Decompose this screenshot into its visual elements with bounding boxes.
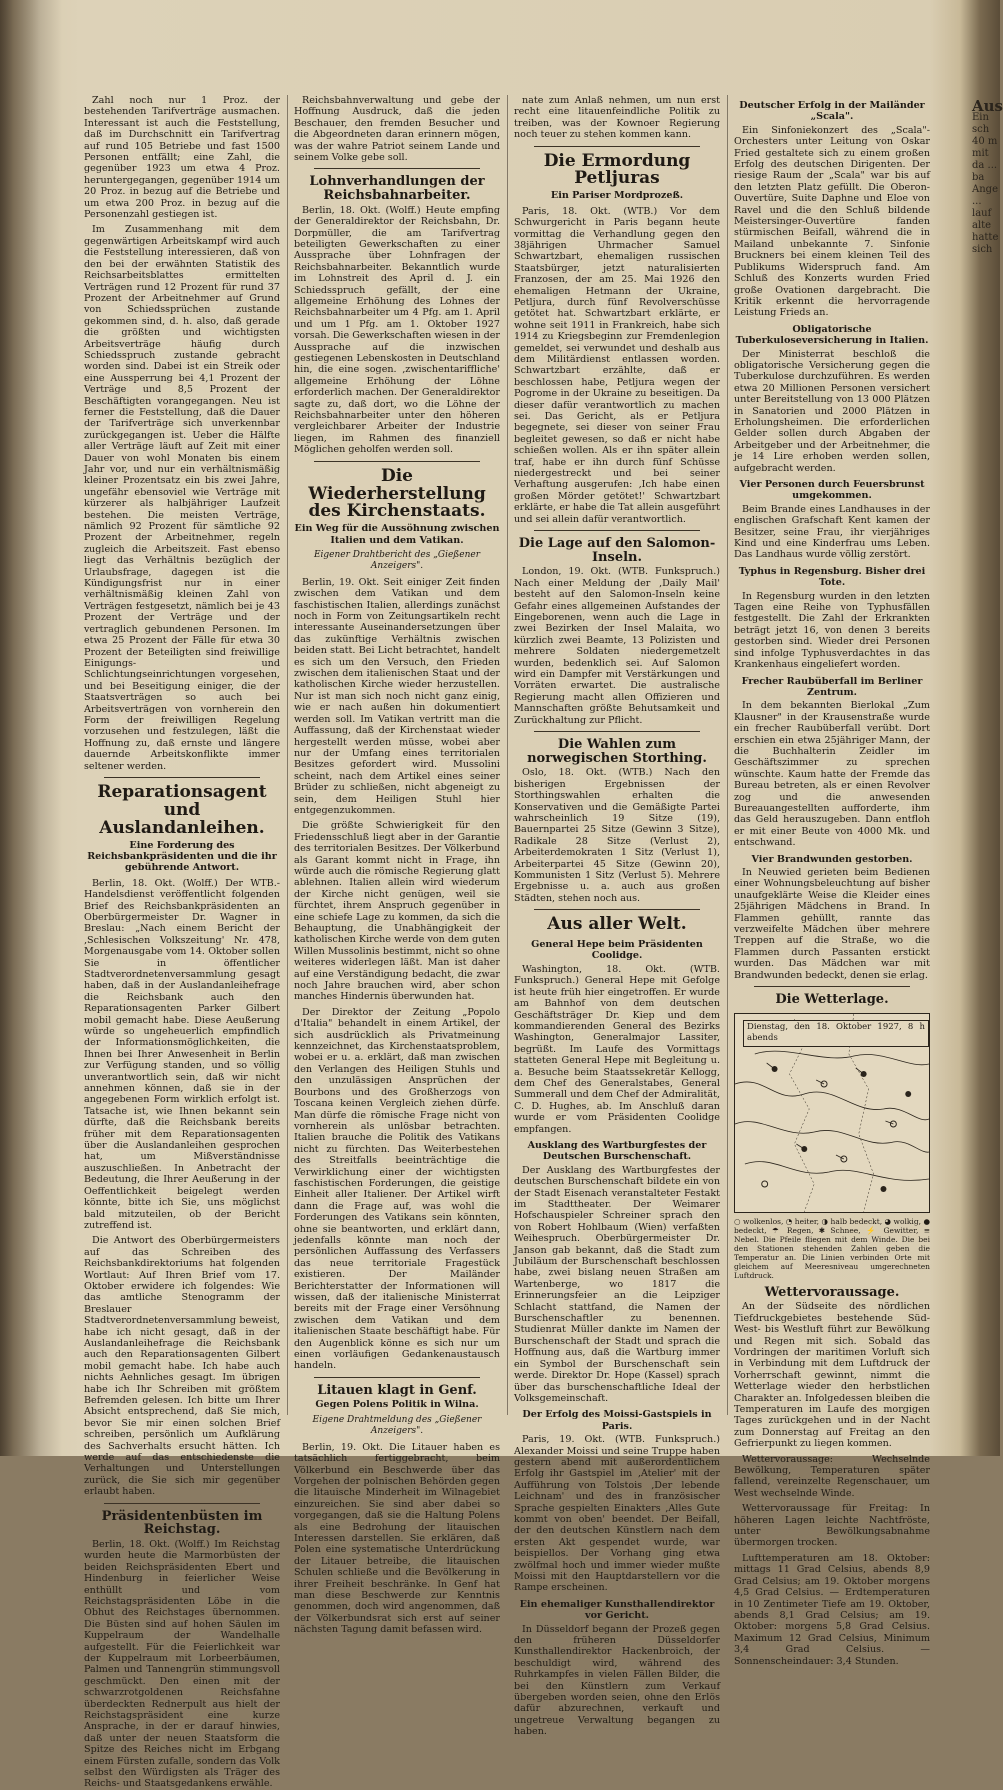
divider bbox=[314, 461, 480, 462]
weather-map bbox=[734, 1013, 930, 1213]
article-text: Berlin, 19. Okt. Seit einiger Zeit finden zwischen dem Vatikan und dem faschistischen Italien, allerdings zunächst noch in Form von Zeitungsartikeln recht interessante Auseinandersetzungen über das zukünftige Verhältnis zwischen beiden statt. Bei Licht betrachtet, handelt es sich um den Versuch, den Frieden zwischen dem italienischen Staat und der katholischen Kirche wieder herzustellen. Nur ist man sich noch nicht ganz einig, wie er nach außen hin dokumentiert werden soll. Im Vatikan vertritt man die Auffassung, daß der Kirchenstaat wieder hergestellt werden müsse, wobei aber nur der Umfang eines territorialen Besitzes gefordert wird. Mussolini scheint, nach dem Artikel eines seiner Brüder zu schließen, nicht abgeneigt zu sein, dem Heiligen Stuhl hier entgegenzukommen. bbox=[294, 576, 500, 816]
subheadline: Ausklang des Wartburgfestes der Deutschen Burschenschaft. bbox=[527, 1139, 707, 1163]
article-text: Reichsbahnverwaltung und gebe der Hoffnung Ausdruck, daß die jeden Beschauer, den fremden Besucher und die Abgeordneten daran erinnern mögen, was der wahre Patriot seinem Lande und seinem Volke gebe soll. bbox=[294, 95, 500, 164]
column-rule bbox=[727, 95, 728, 1415]
article-text: Paris, 18. Okt. (WTB.) Vor dem Schwurgericht in Paris begann heute vormittag die Verhandlung gegen den 38jährigen Uhrmacher Samuel Schwartzbart, ehemaligen russischen Staatsbürger, jetzt naturalisierten Franzosen, der am 25. Mai 1926 den ehemaligen Hetmann der Ukraine, Petljura, durch fünf Revolverschüsse getötet hat. Schwartzbart erklärte, er wohne seit 1911 in Frankreich, habe sich 1914 zu Kriegsbeginn zur Fremdenlegion gemeldet, sei verwundet und deshalb aus dem Militärdienst entlassen worden. Schwartzbart erzählte, daß er beschlossen habe, Petljura wegen der Pogrome in der Ukraine zu beseitigen. Da dieser dafür verantwortlich zu machen sei. Das Gericht, als er Petljura begegnete, sei dieser von seiner Frau begleitet gewesen, so daß er nicht habe schießen wollen. Als er ihn später allein traf, habe er ihn durch fünf Schüsse niedergestreckt und bei seiner Verhaftung ausgerufen: ‚Ich habe einen großen Mörder getötet!' Schwartzbart erklärte, er habe die Tat allein ausgeführt und sei allein dafür verantwortlich. bbox=[514, 205, 720, 525]
headline-wetterlage: Die Wetterlage. bbox=[775, 992, 889, 1008]
column-rule bbox=[287, 95, 288, 1415]
headline-lohnverhandlungen: Lohnverhandlungen der Reichsbahnarbeiter. bbox=[309, 174, 485, 204]
column-rule bbox=[507, 95, 508, 1415]
subheadline: Gegen Polens Politik in Wilna. bbox=[315, 1399, 479, 1411]
article-text: London, 19. Okt. (WTB. Funkspruch.) Nach einer Meldung der ‚Daily Mail' besteht auf den Salomon-Inseln keine Gefahr eines allgemeinen Aufstandes der Eingeborenen, wenn auch die Lage in zwei Bezirken der Insel Malaita, wo kürzlich zwei Beamte, 13 Polizisten und mehrere Soldaten niedergemetzelt wurden, bedenklich sei. Auf Salomon wird ein Dampfer mit Verstärkungen und Vorräten erwartet. Die australische Regierung macht allen Offizieren und Mannschaften größte Behutsamkeit und Zurückhaltung zur Pflicht. bbox=[514, 566, 720, 726]
article-text: Lufttemperaturen am 18. Oktober: mittags 11 Grad Celsius, abends 8,9 Grad Celsius; am 19. Oktober morgens 4,5 Grad Celsius. — Erdtemperaturen in 10 Zentimeter Tiefe am 19. Oktober, abends 8,1 Grad Celsius; am 19. Oktober: morgens 5,8 Grad Celsius. Maximum 12 Grad Celsius, Minimum 3,4 Grad Celsius. — Sonnenscheindauer: 3,4 Stunden. bbox=[734, 1552, 930, 1667]
byline: Eigene Drahtmeldung des „Gießener Anzeigers". bbox=[312, 1414, 482, 1437]
article-text: nate zum Anlaß nehmen, um nun erst recht eine litauenfeindliche Politik zu treiben, was der Kownoer Regierung noch teuer zu stehen kommen kann. bbox=[514, 95, 720, 141]
divider bbox=[314, 168, 480, 169]
column-1 bbox=[84, 95, 280, 1790]
article-text: In Regensburg wurden in den letzten Tagen eine Reihe von Typhusfällen festgestellt. Die Zahl der Erkrankten beträgt jetzt 16, von denen 3 bereits gestorben sind. Wieder drei Personen sind infolge Typhusverdachtes in das Krankenhaus eingeliefert worden. bbox=[734, 590, 930, 671]
article-text: Oslo, 18. Okt. (WTB.) Nach den bisherigen Ergebnissen der Storthingswahlen erhalten die Konservativen und die Gemäßigte Partei wahrscheinlich 19 Sitze (19), Bauernpartei 25 Sitze (Gewinn 3 Sitze), Radikale 28 Sitze (Verlust 2), Arbeiterdemokraten 1 Sitz (Verlust 1), Arbeiterpartei 45 Sitze (Gewinn 20), Kommunisten 1 Sitz (Verlust 5). Mehrere Ergebnisse u. a. auch aus großen Städten, stehen noch aus. bbox=[514, 767, 720, 904]
subheadline: Deutscher Erfolg in der Mailänder „Scala". bbox=[739, 100, 925, 123]
divider bbox=[314, 1377, 480, 1378]
subheadline: Eine Forderung des Reichsbankpräsidenten und die ihr gebührende Antwort. bbox=[87, 839, 277, 874]
divider bbox=[534, 530, 700, 531]
article-text: Ein Sinfoniekonzert des „Scala"-Orchesters unter Leitung von Oskar Fried gestaltete sich zu einem großen Erfolg des deutschen Dirigenten. Der riesige Raum der „Scala" war bis auf den letzten Platz gefüllt. Die Oberon-Ouvertüre, Suite Daphne und Eloe von Ravel und die den Schluß bildende Meistersinger-Ouvertüre fanden stürmischen Beifall, während die in Mailand unbekannte 7. Sinfonie Bruckners bei einem kleinen Teil des Publikums Widerspruch fand. Am Schluß des Konzerts wurden Fried große Ovationen dargebracht. Die Kritik erkennt die hervorragende Leistung Frieds an. bbox=[734, 124, 930, 319]
column-3 bbox=[514, 95, 720, 1738]
binding-shadow bbox=[0, 0, 62, 1456]
headline-petljura: Die Ermordung Petljuras bbox=[543, 150, 691, 189]
article-text: In dem bekannten Bierlokal „Zum Klausner" in der Krausenstraße wurde ein frecher Raubüberfall verübt. Dort erschien ein etwa 25jähriger Mann, der die Buchhalterin Zeidler im Geschäftszimmer zu sprechen wünschte. Kaum hatte der Fremde das Bureau betreten, als er einen Revolver zog und die anwesenden Bureauangestellten aufforderte, ihm das Geld herauszugeben. Dann entfloh er mit einer Beute von 4000 Mk. und entschwand. bbox=[734, 700, 930, 849]
article-text: Im Zusammenhang mit dem gegenwärtigen Arbeitskampf wird auch die Feststellung interessieren, daß von den bei der erwähnten Statistik des Reichsarbeitsblattes ermittelten Verträgen rund 12 Prozent für rund 37 Prozent der Arbeitnehmer auf Grund von Schiedssprüchen zustande gekommen sind, d. h. also, daß gerade die größten und wichtigsten Arbeitsverträge häufig durch Schiedsspruch zustande gebracht worden sind. Dabei ist ein Streik oder eine Aussperrung bei 4,1 Prozent der Verträge und 8,5 Prozent der Beschäftigten vorangegangen. Neu ist ferner die Feststellung, daß die Dauer der Tarifverträge sich unverkennbar zurückgegangen ist. Ueber die Hälfte aller Verträge läuft auf Zeit mit einer Dauer von wohl Monaten bis einem Jahr vor, und nur ein verhältnismäßig kleiner Prozentsatz ein bis zwei Jahre, ungefähr ebensoviel wie Verträge mit kürzerer als halbjähriger Laufzeit bestehen. Die meisten Verträge, nämlich 92 Prozent für sämtliche 92 Prozent der Arbeitnehmer, regeln zugleich die Arbeitszeit. Fast ebenso liegt das Verhältnis bezüglich der Urlaubsfrage, dagegen ist die Kündigungsfrist nur in einer verhältnismäßig kleinen Zahl von Verträgen festgesetzt, nämlich bei je 43 Prozent der Verträge und der vertraglich gebundenen Personen. Im etwa 25 Prozent der Fälle für etwa 30 Prozent der Beteiligten sind freiwillige Einigungs- und Schlichtungseinrichtungen vorgesehen, und bei Beseitigung einiger, die der Staatsverträgen so auch bei Arbeitsverträgen von vornherein den Form der freiwilligen Regelung vorzusehen und festzulegen, läßt die Hoffnung zu, daß ernste und längere dauernde Arbeitskonflikte immer seltener werden. bbox=[84, 224, 280, 772]
article-text: Berlin, 18. Okt. (Wolff.) Im Reichstag wurden heute die Marmorbüsten der beiden Reichspräsidenten Ebert und Hindenburg in feierlicher Weise enthüllt und vom Reichstagspräsidenten Löbe in die Obhut des Reichstages übernommen. Die Büsten sind auf hohen Säulen im Kuppelraum der Wandelhalle aufgestellt. Für die Feierlichkeit war der Kuppelraum mit Lorbeerbäumen, Palmen und Tannengrün stimmungsvoll geschmückt. Den einen mit der schwarzrotgoldenen Reichsfahne überdeckten Rednerpult aus hielt der Reichstagspräsident eine kurze Ansprache, in der er darauf hinwies, daß unter der neuen Staatsform die Spitze des Reiches nicht im Erbgang einem Fürsten zufalle, sondern das Volk selbst den Würdigsten als Träger des Reichs- und Staatsgedankens erwähle. bbox=[84, 1538, 280, 1790]
subheadline: Vier Personen durch Feuersbrunst umgekommen. bbox=[739, 479, 925, 502]
headline-salomon: Die Lage auf den Salomon-Inseln. bbox=[518, 536, 716, 565]
subheadline: Frecher Raubüberfall im Berliner Zentrum. bbox=[741, 675, 923, 698]
byline: Eigener Drahtbericht des „Gießener Anzeigers". bbox=[313, 550, 481, 572]
headline-kirchenstaat: Die Wiederherstellung des Kirchenstaats. bbox=[308, 465, 486, 522]
weather-map-legend: ○ wolkenlos, ◔ heiter, ◑ halb bedeckt, ◕ wolkig, ● bedeckt, ☂ Regen, ✱ Schnee, ⚡ Gewitter, ≡ Nebel. Die Pfeile fliegen mit dem Winde. Die bei den Stationen stehenden Zahlen geben die Temperatur an. Die Linien verbinden Orte mit gleichem auf Meeresniveau umgerechneten Luftdruck. bbox=[734, 1216, 930, 1280]
article-text: Zahl noch nur 1 Proz. der bestehenden Tarifverträge ausmachen. Interessant ist auch die Feststellung, daß im Durchschnitt ein Tarifvertrag auf rund 105 Betriebe und fast 1500 Personen entfällt; eine Zahl, die gegenüber 1923 um etwa 4 Proz. heruntergegangen, gegenüber 1914 um 20 Proz. in bezug auf die Betriebe und um etwa 200 Proz. in bezug auf die Personenzahl gestiegen ist. bbox=[84, 95, 280, 221]
subheadline: Ein Weg für die Aussöhnung zwischen Italien und dem Vatikan. bbox=[294, 523, 500, 546]
facing-page-text: Ein sch 40 m mit da ... ba Ange ... lauf alte hatte sich bbox=[972, 112, 999, 255]
divider bbox=[754, 986, 910, 987]
article-text: Paris, 19. Okt. (WTB. Funkspruch.) Alexander Moissi und seine Truppe haben gestern abend mit außerordentlichem Erfolg ihr Gastspiel im ‚Atelier' mit der Aufführung von Tolstois ‚Der lebende Leichnam' und des in französischer Sprache gespielten Einakters ‚Alles Gute kommt von oben' beendet. Der Beifall, der den deutschen Künstlern nach dem ersten Akt gespendet wurde, war beispiellos. Der Vorhang ging etwa zwölfmal hoch und immer wieder mußte Moissi mit den Hauptdarstellern vor die Rampe erscheinen. bbox=[514, 1434, 720, 1594]
headline-wettervoraussage: Wettervoraussage. bbox=[764, 1284, 900, 1300]
subheadline: Vier Brandwunden gestorben. bbox=[751, 853, 913, 865]
article-text: Die Antwort des Oberbürgermeisters auf das Schreiben des Reichsbankdirektoriums hat folgenden Wortlaut: Auf Ihren Brief vom 17. Oktober erwidere ich folgendes: Wie das amtliche Stenogramm der Breslauer Stadtverordnetenversammlung beweist, habe ich nicht gesagt, daß in der Auslandanleihefrage die Reichsbank auch den Reparationsagenten Gilbert mobil gemacht habe. Ich habe auch nichts Aehnliches gesagt. Im übrigen habe ich Ihr Schreiben mit größtem Befremden gelesen. Ich bitte um Ihrer Absicht entsprechend, daß Sie mich, bevor Sie mir einen solchen Brief schreiben, persönlich um Aufklärung des Sachverhalts ersucht hätten. Ich werde auf das entschiedenste die Verhaltungen und Unterstellungen zurück, die Sie sich mir gegenüber erlaubt haben. bbox=[84, 1235, 280, 1498]
headline-litauen: Litauen klagt in Genf. bbox=[317, 1382, 477, 1398]
facing-page-heading: Aus bbox=[972, 97, 1003, 115]
headline-wahlen: Die Wahlen zum norwegischen Storthing. bbox=[527, 737, 707, 766]
divider bbox=[104, 1503, 260, 1504]
column-4 bbox=[734, 95, 930, 1667]
facing-page-edge bbox=[972, 97, 1003, 1400]
headline-praesidentenbuesten: Präsidentenbüsten im Reichstag. bbox=[101, 1508, 263, 1538]
article-text: Washington, 18. Okt. (WTB. Funkspruch.) General Hepe mit Gefolge ist heute früh hier eingetroffen. Er wurde am Bahnhof von dem deutschen Geschäftsträger Dr. Kiep und dem kommandierenden General des Bezirks Washington, Generalmajor Lassiter, begrüßt. Im Laufe des Vormittags statteten General Hepe mit Begleitung u. a. Besuche beim Staatssekretär Kellogg, dem Chef des Generalstabes, General Summerall und dem Chef der Admiralität, C. D. Hughes, ab. Im Anschluß daran wurde er vom Präsidenten Coolidge empfangen. bbox=[514, 963, 720, 1135]
article-text: Berlin, 18. Okt. (Wolff.) Heute empfing der Generaldirektor der Reichsbahn, Dr. Dorpmüller, die am Tarifvertrag beteiligten Gewerkschaften zu einer Aussprache über Lohnfragen der Reichsbahnarbeiter. Bekanntlich wurde im Lohnstreit des April d. J. ein Schiedsspruch gefällt, der eine allgemeine Erhöhung des Lohnes der Reichsbahnarbeiter um 4 Pfg. am 1. April und um 1 Pfg. am 1. Oktober 1927 vorsah. Die Gewerkschaften wiesen in der Aussprache auf die inzwischen gestiegenen Lebenskosten in Deutschland hin, die eine sogen. ‚zwischentariffliche' allgemeine Erhöhung der Löhne erforderlich machen. Der Generaldirektor sagte zu, daß dort, wo die Löhne der Reichsbahnarbeiter unter den höheren vergleichbarer Arbeiter der Industrie liegen, im Rahmen des finanziell Möglichen geholfen werden soll. bbox=[294, 204, 500, 456]
article-text: Die größte Schwierigkeit für den Friedensschluß liegt aber in der Garantie des territorialen Besitzes. Der Völkerbund als Garant kommt nicht in Frage, ihn würde auch die römische Regierung glatt ablehnen. Italien allein wird wiederum der Kirche nicht genügen, weil sie fürchtet, ihrem Anspruch gegenüber in eine schiefe Lage zu kommen, da sich die Behauptung, die Unabhängigkeit der katholischen Kirche werde von dem guten Willen Mussolinis bestimmt, nicht so ohne weiteres widerlegen läßt. Man ist daher auf eine Verständigung bedacht, die zwar noch Jahre brauchen wird, aber schon manches Hindernis überwunden hat. bbox=[294, 820, 500, 1003]
divider bbox=[534, 146, 700, 147]
article-text: Der Direktor der Zeitung „Popolo d'Italia" behandelt in einem Artikel, der sich ausdrücklich als Privatmeinung kennzeichnet, das Kirchenstaatsproblem, wobei er u. a. erklärt, daß man zwischen den Verlangen des Heiligen Stuhls und den unzulässigen Ansprüchen der Bourbons und des Großherzogs von Toscana keinen Vergleich ziehen dürfe. Man dürfe die römische Frage nicht von vornherein als unlösbar betrachten. Italien brauche die Politik des Vatikans nicht zu fürchten. Das Weiterbestehen des Streitfalls beeinträchtige die Verwirklichung einer der wichtigsten faschistischen Forderungen, die geistige Einheit aller Italiener. Der Artikel wirft dann die Frage auf, was wohl die Forderungen des Vatikans sein könnten, ohne sie beantworten, und erklärt dann, jedenfalls könnte man noch der persönlichen Auffassung des Verfassers das neue territoriale Fragestück existieren. Der Mailänder Berichterstatter der Informationen will wissen, daß der italienische Ministerrat bereits mit der Frage einer Versöhnung zwischen dem Vatikan und dem italienischen Staate beschäftigt habe. Für den Augenblick könne es sich nur um einen vorläufigen Gedankenaustausch handeln. bbox=[294, 1006, 500, 1372]
article-text: In Neuwied gerieten beim Bedienen einer Wohnungsbeleuchtung auf bisher unaufgeklärte Weise die Kleider eines 25jährigen Mädchens in Brand. In Flammen gehüllt, rannte das verzweifelte Mädchen über mehrere Treppen auf die Straße, wo die Flammen durch Passanten erstickt wurden. Das Mädchen war mit Brandwunden bedeckt, denen sie erlag. bbox=[734, 867, 930, 981]
headline-reparationsagent: Reparationsagent und Auslandanleihen. bbox=[97, 781, 267, 838]
article-text: Berlin, 18. Okt. (Wolff.) Der WTB.-Handelsdienst veröffentlicht folgenden Brief des Reichsbankpräsidenten an Oberbürgermeister Dr. Wagner in Breslau: „Nach einem Bericht der ‚Schlesischen Volkszeitung' Nr. 478, Morgenausgabe vom 14. Oktober sollen Sie in öffentlicher Stadtverordnetenversammlung gesagt haben, daß in der Auslandanleihefrage die Reichsbank auch den Reparationsagenten Parker Gilbert mobil gemacht habe. Diese Aeußerung würde so ungeheuerlich empfindlich der Informationsmöglichkeiten, die Ihnen bei Ihrer Anwesenheit in Berlin zur Verfügung standen, und so völlig unverantwortlich sein, daß wir nicht annehmen können, daß sie in der angegebenen Form wirklich erfolgt ist. Tatsache ist, wie Ihnen bekannt sein dürfte, daß die Reichsbank bereits früher mit dem Reparationsagenten über die Auslandanleihen gesprochen hat, um Mißverständnisse auszuschließen. In Anbetracht der Bedeutung, die Ihrer Aeußerung in der Oeffentlichkeit beigelegt werden könnte, bitte ich Sie, uns möglichst bald mitzuteilen, ob der Bericht zutreffend ist. bbox=[84, 877, 280, 1231]
subheadline: Der Erfolg des Moissi-Gastspiels in Paris. bbox=[522, 1409, 712, 1432]
article-text: In Düsseldorf begann der Prozeß gegen den früheren Düsseldorfer Kunsthallendirektor Hackenbroich, der beschuldigt wird, während des Ruhrkampfes in vielen Fällen Bilder, die bei den Künstlern zum Verkauf übergeben worden seien, ohne den Erlös dafür abzurechnen, verkauft und ungetreue Verwaltung begangen zu haben. bbox=[514, 1623, 720, 1738]
article-text: Der Ministerrat beschloß die obligatorische Versicherung gegen die Tuberkulose durchzuführen. Es werden etwa 20 Millionen Personen versichert unter Bereitstellung von 13 000 Plätzen in Sanatorien und 2000 Plätzen in Erholungsheimen. Die erforderlichen Gelder sollen durch Abgaben der Arbeitgeber und der Arbeitnehmer, die je 14 Lire erhoben werden sollen, aufgebracht werden. bbox=[734, 348, 930, 474]
article-text: Wettervoraussage: Wechselnde Bewölkung, Temperaturen später fallend, vereinzelte Regenschauer, um West wechselnde Winde. bbox=[734, 1453, 930, 1499]
subheadline: Ein ehemaliger Kunsthallendirektor vor Gericht. bbox=[519, 1598, 715, 1622]
subheadline: Typhus in Regensburg. Bisher drei Tote. bbox=[738, 565, 926, 589]
article-text: An der Südseite des nördlichen Tiefdruckgebietes bestehende Süd-West- bis Westluft führt zur Bewölkung und Regen mit sich. Sobald das Vordringen der maritimen Vorluft sich in Verbindung mit dem Luftdruck der Vorherrschaft gewinnt, nimmt die Wetterlage wieder den herbstlichen Charakter an. Infolgedessen bleiben die Temperaturen im Laufe des morgigen Tages zurückgehen und in der Nacht zum Donnerstag auf Freitag an den Gefrierpunkt zu liegen kommen. bbox=[734, 1301, 930, 1450]
divider bbox=[534, 731, 700, 732]
article-text: Wettervoraussage für Freitag: In höheren Lagen leichte Nachtfröste, unter Bewölkungsabnahme übermorgen trocken. bbox=[734, 1503, 930, 1549]
subheadline: Obligatorische Tuberkuloseversicherung in Italien. bbox=[735, 323, 929, 347]
article-text: Der Ausklang des Wartburgfestes der deutschen Burschenschaft bildete ein von der Stadt Eisenach veranstalteter Festakt im Stadttheater. Der Weimarer Hofschauspieler Schreiner sprach den von Robert Hohlbaum (Wien) verfaßten Weihespruch. Oberbürgermeister Dr. Janson gab bekannt, daß die Stadt zum Jubiläum der Burschenschaft beschlossen habe, zwei bislang neuen Straßen am Wartenberge, wo 1817 die Erinnerungsfeier an die Leipziger Schlacht stattfand, die Namen der Burschenschaftler zu benennen. Studienrat Müller dankte im Namen der Burschenschaft der Stadt und sprach die Hoffnung aus, daß die Wartburg immer ein Symbol der Burschenschaft sein werde. Direktor Dr. Hope (Kassel) sprach über das burschenschaftliche Ideal der Volksgemeinschaft. bbox=[514, 1164, 720, 1404]
article-text: Berlin, 19. Okt. Die Litauer haben es tatsächlich fertiggebracht, beim Völkerbund ein Beschwerde über das Vorgehen der polnischen Behörden gegen die litauische Minderheit im Wilnagebiet einzureichen. Sie sind aber dabei so vorgegangen, daß sie die Haltung Polens als eine Bedrohung der litauischen Interessen darstellen. Sie erklären, daß Polen eine systematische Unterdrückung der Litauer betreibe, die litauischen Schulen schließe und die Bevölkerung in ihrer Freiheit beschränke. In Genf hat man diese Beschwerde zur Kenntnis genommen, doch wird angenommen, daß der Völkerbundsrat sich erst auf seiner nächsten Tagung damit befassen wird. bbox=[294, 1441, 500, 1636]
weather-map-label: Dienstag, den 18. Oktober 1927, 8 h abends bbox=[743, 1020, 929, 1047]
headline-aus-aller-welt: Aus aller Welt. bbox=[547, 914, 687, 935]
column-2 bbox=[294, 95, 500, 1636]
newspaper-page bbox=[70, 55, 960, 1790]
subheadline: General Hepe beim Präsidenten Coolidge. bbox=[531, 939, 703, 962]
article-text: Beim Brande eines Landhauses in der englischen Grafschaft Kent kamen der Besitzer, seine Frau, ihr vierjähriges Kind und eine Kinderfrau ums Leben. Das Landhaus wurde völlig zerstört. bbox=[734, 503, 930, 561]
divider bbox=[104, 777, 260, 778]
divider bbox=[534, 909, 700, 910]
subheadline: Ein Pariser Mordprozeß. bbox=[550, 190, 684, 202]
